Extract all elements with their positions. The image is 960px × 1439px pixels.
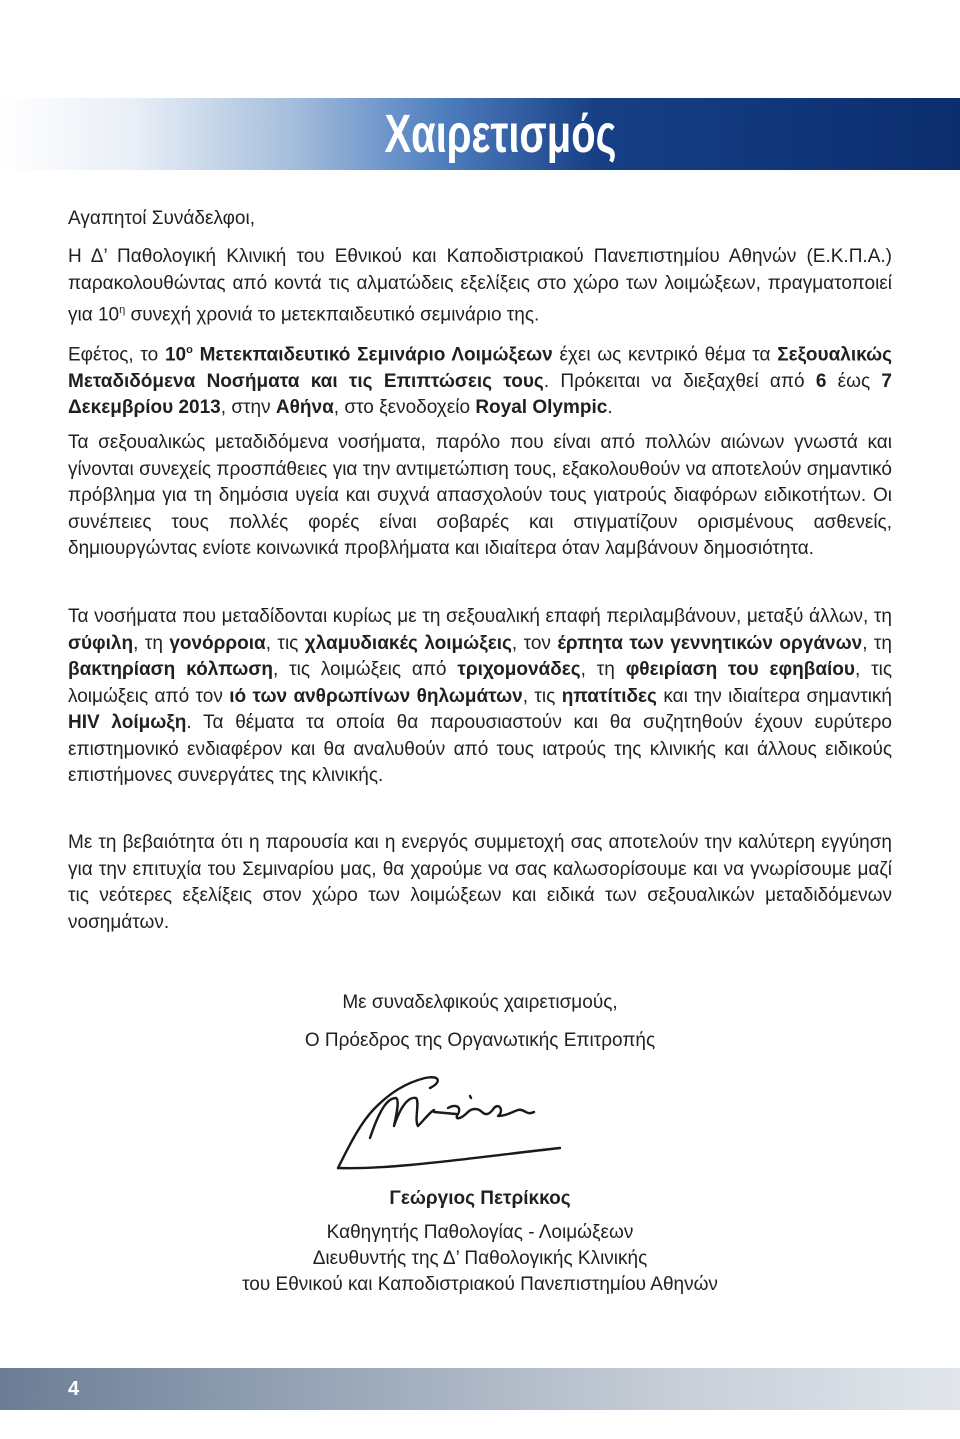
paragraph-3 <box>68 430 892 563</box>
greeting <box>68 206 892 233</box>
paragraph-5 <box>68 830 892 936</box>
p1-sup: η <box>119 304 126 316</box>
p2-bold-seminar: Μετεκπαιδευτικό Σεμινάριο Λοιμώξεων <box>192 344 553 366</box>
p4-bold: ιό των ανθρωπίνων θηλωμάτων <box>229 685 523 707</box>
p2-text-i: , στην <box>220 397 276 419</box>
p4-text: , τις <box>265 632 305 654</box>
p4-bold: ηπατίτιδες <box>561 685 657 707</box>
p5-text: Με τη βεβαιότητα ότι η παρουσία και η ενεργός συμμετοχή σας αποτελούν την καλύτερη εγγύηση για την επιτυχία του Σεμιναρίου μας, θα χαρούμε να σας καλωσορίσουμε και να γνωρίσουμε μαζί τις νεότερες εξελίξεις στον χώρο των λοιμώξεων και ειδικά των σεξουαλικών μεταδιδόμενων νοσημάτων. <box>68 832 892 933</box>
p4-text: , τις λοιμώξεις από <box>272 659 458 680</box>
paragraph-4 <box>68 604 892 790</box>
p4-text: , τον <box>511 632 558 654</box>
handwritten-signature <box>330 1068 650 1178</box>
p2-text-e: . Πρόκειται να διεξαχθεί από <box>543 370 816 392</box>
p4-bold: έρπητα των γεννητικών οργάνων <box>557 632 863 654</box>
p2-text-m: . <box>607 397 613 419</box>
p1-text-a: Η Δ’ Παθολογική Κλινική του Εθνικού και Καποδιστριακού Πανεπιστημίου Αθηνών (Ε.Κ.Π.Α.) παρακολουθώντας από κοντά τις αλματώδεις εξελίξεις στο χώρο των λοιμώξεων, πραγματοποιεί για 10 <box>68 246 892 326</box>
p2-bold-start-day: 6 <box>815 370 827 392</box>
signer-title-2: Διευθυντής της Δ’ Παθολογικής Κλινικής <box>312 1248 648 1269</box>
p4-bold: βακτηρίαση κόλπωση <box>68 659 273 680</box>
p4-text: , τη <box>862 632 892 654</box>
p4-bold: χλαμυδιακές λοιμώξεις <box>304 632 512 654</box>
p4-text: . Τα θέματα τα οποία θα παρουσιαστούν και θα συζητηθούν έχουν ευρύτερο επιστημονικό ενδιαφέρον και θα αναλυθούν από τους ιατρούς της κλινικής και άλλους ειδικούς επιστήμονες συνεργάτες της κλινικής. <box>68 712 892 786</box>
page-title: Χαιρετισμός <box>384 104 616 164</box>
closing-role: Ο Πρόεδρος της Οργανωτικής Επιτροπής <box>304 1030 656 1051</box>
p4-bold: φθειρίαση του εφηβαίου <box>625 659 855 680</box>
page-number: 4 <box>68 1378 80 1400</box>
signer-title-3: του Εθνικού και Καποδιστριακού Πανεπιστημίου Αθηνών <box>242 1274 718 1295</box>
p4-text: , τη <box>133 632 170 654</box>
p2-bold-date: 7 Δεκεμβρίου 2013 <box>68 370 892 419</box>
p3-text: Τα σεξουαλικώς μεταδιδόμενα νοσήματα, παρόλο που είναι από πολλών αιώνων γνωστά και γίνονται συνεχείς προσπάθειες για την αντιμετώπιση τους, εξακολουθούν να αποτελούν σημαντικό πρόβλημα για τη δημόσια υγεία και συχνά απασχολούν τους γιατρούς διαφόρων ειδικοτήτων. Οι συνέπειες τους πολλές φορές είναι σοβαρές και στιγματίζουν ορισμένους ασθενείς, δημιουργώντας ενίοτε κοινωνικά προβλήματα και ιδιαίτερα όταν λαμβάνουν δημοσιότητα. <box>68 432 892 559</box>
p4-bold: γονόρροια <box>169 632 266 654</box>
p2-text-g: έως <box>826 370 882 392</box>
greeting-text: Αγαπητοί Συνάδελφοι, <box>68 208 256 229</box>
p2-bold-theme: Σεξουαλικώς Μεταδιδόμενα Νοσήματα και τις Επιπτώσεις τους <box>68 344 892 392</box>
p4-text: , τις <box>522 685 562 707</box>
p2-bold-number: 10 <box>164 344 187 366</box>
p1-text-b: συνεχή χρονιά το μετεκπαιδευτικό σεμινάριο της. <box>125 304 540 326</box>
p2-bold-city: Αθήνα <box>275 397 334 419</box>
p4-bold: τριχομονάδες <box>457 659 581 680</box>
p4-text: Τα νοσήματα που μεταδίδονται κυρίως με τη σεξουαλική επαφή περιλαμβάνουν, μεταξύ άλλων, τη <box>68 606 892 627</box>
signer-name: Γεώργιος Πετρίκκος <box>389 1188 571 1209</box>
p2-text-a: Εφέτος, το <box>68 344 165 366</box>
p2-bold-hotel: Royal Olympic <box>475 397 608 419</box>
signer-title-1: Καθηγητής Παθολογίας - Λοιμώξεων <box>326 1222 634 1243</box>
paragraph-1 <box>68 244 892 329</box>
p2-text-k: , στο ξενοδοχείο <box>333 397 476 419</box>
p4-bold: HIV λοίμωξη <box>68 712 187 733</box>
p2-text-c: έχει ως κεντρικό θέμα τα <box>552 344 778 366</box>
paragraph-2 <box>68 337 892 422</box>
p4-text: , τις λοιμώξεις από τον <box>68 659 892 707</box>
p2-sup: ο <box>186 344 193 356</box>
p4-bold: σύφιλη <box>68 632 134 654</box>
closing-salutation: Με συναδελφικούς χαιρετισμούς, <box>342 992 618 1013</box>
p4-text: , τη <box>580 659 626 680</box>
p4-text: και την ιδιαίτερα σημαντική <box>656 685 892 707</box>
footer-bar <box>0 1368 960 1410</box>
